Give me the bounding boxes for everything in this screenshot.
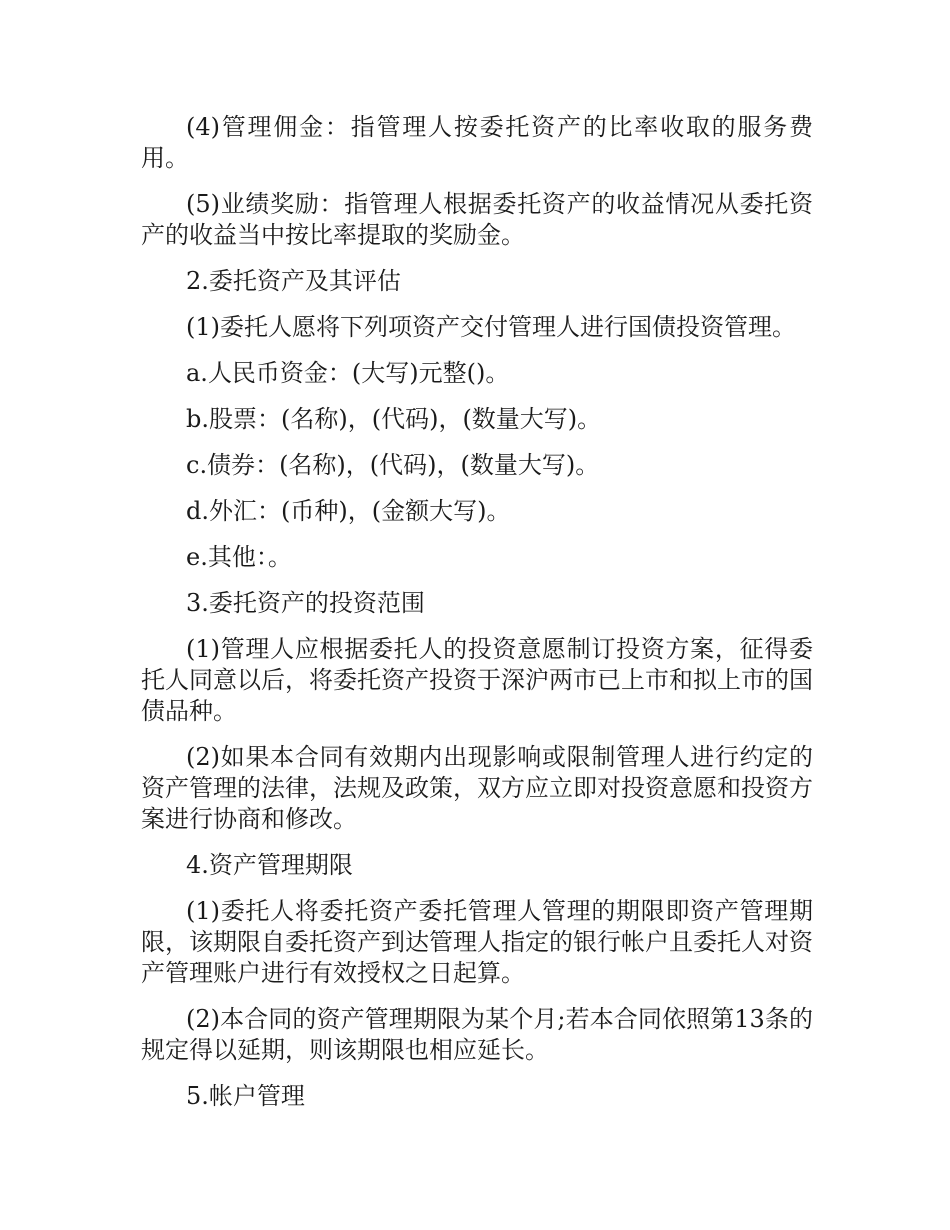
paragraph-management-commission: (4)管理佣金：指管理人按委托资产的比率收取的服务费用。 [141,113,813,172]
document-body [141,112,813,1127]
paragraph-investment-plan: (1)管理人应根据委托人的投资意愿制订投资方案，征得委托人同意以后，将委托资产投资于深沪两市已上市和拟上市的国债品种。 [141,635,813,725]
list-item-foreign-exchange: d.外汇：(币种)，(金额大写)。 [186,497,511,525]
list-item-others: e.其他：。 [186,543,292,571]
section-heading-investment-scope: 3.委托资产的投资范围 [186,589,425,617]
paragraph-performance-bonus: (5)业绩奖励：指管理人根据委托资产的收益情况从委托资产的收益当中按比率提取的奖励金。 [141,190,813,249]
section-heading-account-management: 5.帐户管理 [186,1082,305,1110]
paragraph-assets-delivery: (1)委托人愿将下列项资产交付管理人进行国债投资管理。 [186,313,796,341]
list-item-rmb-funds: a.人民币资金：(大写)元整()。 [186,359,510,387]
section-heading-entrusted-assets: 2.委托资产及其评估 [186,267,401,295]
paragraph-term-definition: (1)委托人将委托资产委托管理人管理的期限即资产管理期限，该期限自委托资产到达管理人指定的银行帐户且委托人对资产管理账户进行有效授权之日起算。 [141,897,813,987]
paragraph-regulation-changes: (2)如果本合同有效期内出现影响或限制管理人进行约定的资产管理的法律，法规及政策，双方应立即对投资意愿和投资方案进行协商和修改。 [141,743,813,833]
section-heading-management-term: 4.资产管理期限 [186,851,353,879]
list-item-stocks: b.股票：(名称)，(代码)，(数量大写)。 [186,405,602,433]
list-item-bonds: c.债券：(名称)，(代码)，(数量大写)。 [186,451,600,479]
paragraph-term-length: (2)本合同的资产管理期限为某个月;若本合同依照第13条的规定得以延期，则该期限也相应延长。 [141,1005,813,1064]
